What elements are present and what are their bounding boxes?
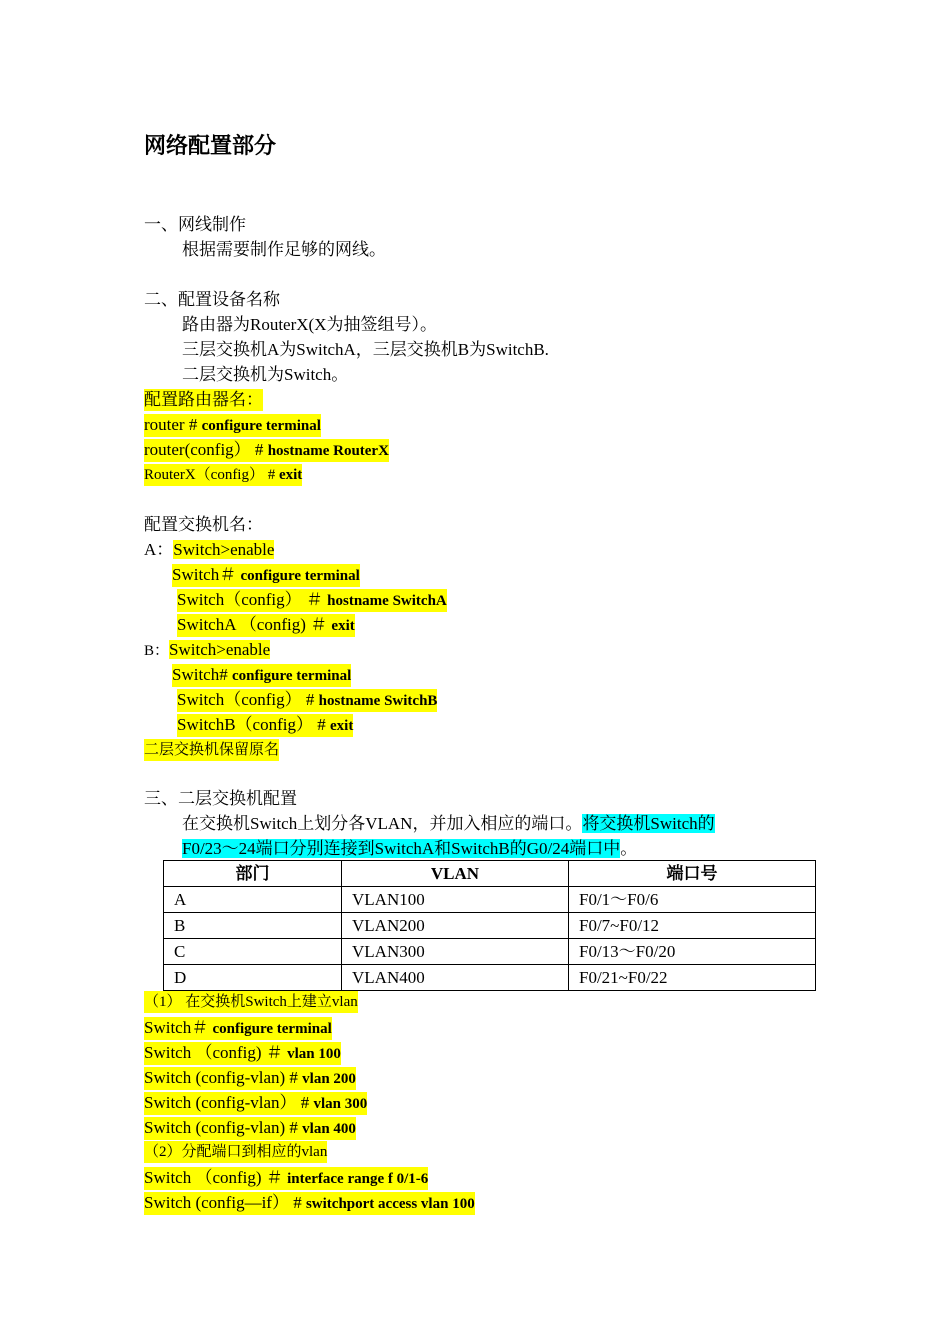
cell: VLAN200 bbox=[342, 913, 569, 939]
switch-b-line-3: Switch（config） # hostname SwitchB bbox=[177, 689, 437, 712]
page-title: 网络配置部分 bbox=[144, 134, 277, 159]
router-heading: 配置路由器名： bbox=[144, 390, 263, 409]
section-3-para-1: 在交换机Switch上划分各VLAN，并加入相应的端口。将交换机Switch的 bbox=[182, 814, 715, 833]
section-1-body: 根据需要制作足够的网线。 bbox=[182, 240, 386, 259]
router-cmd-3: RouterX（config） # exit bbox=[144, 464, 302, 486]
cell: D bbox=[164, 965, 342, 991]
cell: F0/13～F0/20 bbox=[569, 939, 816, 965]
step-1-cmd-1: Switch＃ configure terminal bbox=[144, 1017, 332, 1040]
switch-keep-name: 二层交换机保留原名 bbox=[144, 739, 279, 761]
header-dept: 部门 bbox=[164, 861, 342, 887]
header-vlan: VLAN bbox=[342, 861, 569, 887]
section-3-para-2: F0/23～24端口分别连接到SwitchA和SwitchB的G0/24端口中。 bbox=[182, 839, 638, 858]
table-row bbox=[164, 965, 816, 991]
cell: B bbox=[164, 913, 342, 939]
cell: F0/1～F0/6 bbox=[569, 887, 816, 913]
step-2-cmd-2: Switch (config—if） # switchport access vlan 100 bbox=[144, 1192, 475, 1215]
switch-a-line-2: Switch＃ configure terminal bbox=[172, 564, 360, 587]
table-header-row bbox=[164, 861, 816, 887]
table-row bbox=[164, 913, 816, 939]
switch-a-line-4: SwitchA （config) ＃ exit bbox=[177, 614, 355, 637]
switch-b-line-4: SwitchB（config） # exit bbox=[177, 714, 353, 737]
step-1-cmd-5: Switch (config-vlan) # vlan 400 bbox=[144, 1117, 356, 1140]
header-port: 端口号 bbox=[569, 861, 816, 887]
cell: VLAN300 bbox=[342, 939, 569, 965]
switch-a-line-1: A：Switch>enable bbox=[144, 540, 275, 559]
router-cmd-2: router(config） # hostname RouterX bbox=[144, 439, 389, 462]
table-row bbox=[164, 939, 816, 965]
section-2-line-3: 二层交换机为Switch。 bbox=[182, 365, 349, 384]
table-row bbox=[164, 887, 816, 913]
section-1-heading: 一、网线制作 bbox=[144, 215, 246, 234]
router-cmd-1: router # configure terminal bbox=[144, 414, 321, 437]
step-2-heading: （2）分配端口到相应的vlan bbox=[144, 1141, 327, 1163]
section-2-line-1: 路由器为RouterX(X为抽签组号）。 bbox=[182, 315, 437, 334]
cell: F0/7~F0/12 bbox=[569, 913, 816, 939]
section-2-line-2: 三层交换机A为SwitchA，三层交换机B为SwitchB. bbox=[182, 340, 549, 359]
switch-b-line-2: Switch# configure terminal bbox=[172, 664, 351, 687]
step-2-cmd-1: Switch （config) ＃ interface range f 0/1-6 bbox=[144, 1167, 428, 1190]
cell: C bbox=[164, 939, 342, 965]
step-1-cmd-2: Switch （config) ＃ vlan 100 bbox=[144, 1042, 341, 1065]
section-3-heading: 三、二层交换机配置 bbox=[144, 789, 297, 808]
vlan-table bbox=[163, 860, 816, 991]
cell: VLAN100 bbox=[342, 887, 569, 913]
step-1-cmd-3: Switch (config-vlan) # vlan 200 bbox=[144, 1067, 356, 1090]
switch-b-line-1: B：Switch>enable bbox=[144, 640, 271, 659]
cell: A bbox=[164, 887, 342, 913]
step-1-heading: （1） 在交换机Switch上建立vlan bbox=[144, 991, 358, 1013]
cell: F0/21~F0/22 bbox=[569, 965, 816, 991]
switch-heading: 配置交换机名： bbox=[144, 515, 263, 534]
step-1-cmd-4: Switch (config-vlan） # vlan 300 bbox=[144, 1092, 367, 1115]
section-2-heading: 二、配置设备名称 bbox=[144, 290, 280, 309]
cell: VLAN400 bbox=[342, 965, 569, 991]
switch-a-line-3: Switch（config） ＃ hostname SwitchA bbox=[177, 589, 447, 612]
